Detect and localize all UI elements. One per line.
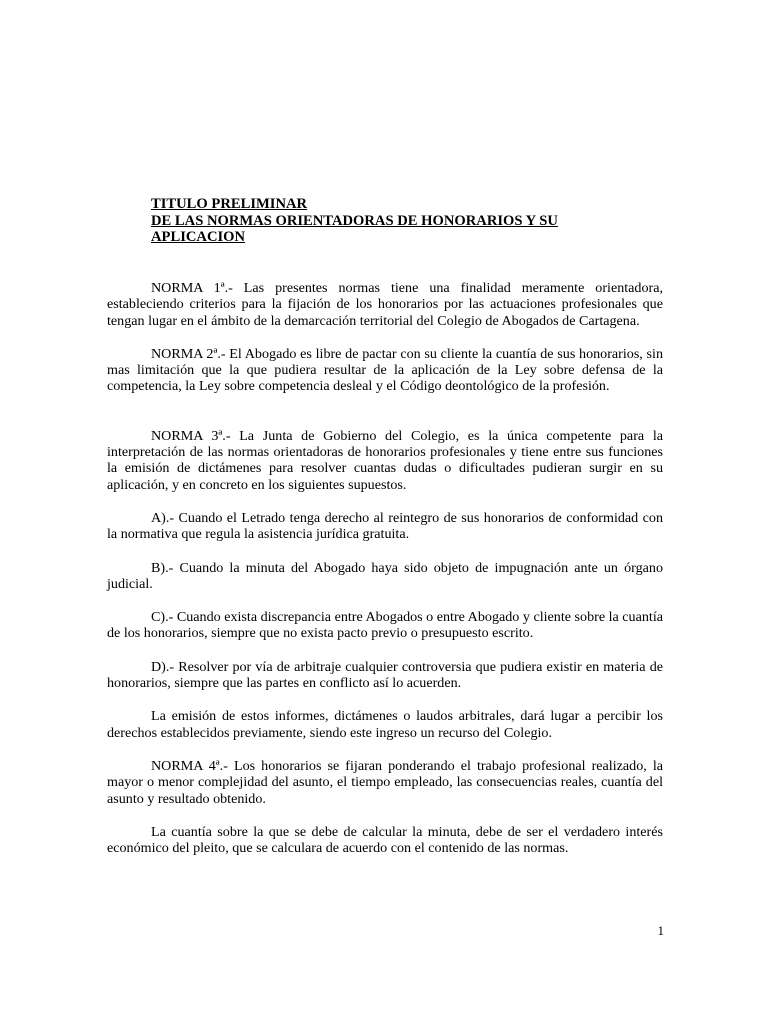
document-body	[107, 280, 663, 856]
document-title	[151, 196, 671, 246]
paragraph-norma-4: NORMA 4ª.- Los honorarios se fijaran ponderando el trabajo profesional realizado, la mayor o menor complejidad del asunto, el tiempo empleado, las consecuencias reales, cuantía del asunto y resultado obtenido.	[107, 757, 663, 807]
paragraph-cuantia: La cuantía sobre la que se debe de calcular la minuta, debe de ser el verdadero interés económico del pleito, que se calculara de acuerdo con el contenido de las normas.	[107, 823, 663, 857]
title-line-2: DE LAS NORMAS ORIENTADORAS DE HONORARIOS Y SU	[151, 212, 558, 229]
paragraph-item-a: A).- Cuando el Letrado tenga derecho al reintegro de sus honorarios de conformidad con la normativa que regula la asistencia jurídica gratuita.	[107, 509, 663, 543]
paragraph-emision: La emisión de estos informes, dictámenes o laudos arbitrales, dará lugar a percibir los derechos establecidos previamente, siendo este ingreso un recurso del Colegio.	[107, 708, 663, 741]
page-number: 1	[657, 923, 664, 938]
title-line-1: TITULO PRELIMINAR	[151, 196, 308, 212]
paragraph-item-b: B).- Cuando la minuta del Abogado haya sido objeto de impugnación ante un órgano judicial.	[107, 559, 663, 592]
paragraph-norma-2: NORMA 2ª.- El Abogado es libre de pactar con su cliente la cuantía de sus honorarios, sin mas limitación que la que pudiera resultar de la aplicación de la Ley sobre defensa de la competencia, la Ley sobre competencia desleal y el Código deontológico de la profesión.	[107, 345, 663, 395]
title-line-3: APLICACION	[151, 229, 246, 245]
paragraph-item-d: D).- Resolver por vía de arbitraje cualquier controversia que pudiera existir en materia de honorarios, siempre que las partes en conflicto así lo acuerden.	[107, 658, 663, 692]
paragraph-item-c: C).- Cuando exista discrepancia entre Abogados o entre Abogado y cliente sobre la cuantía de los honorarios, siempre que no exista pacto previo o presupuesto escrito.	[107, 609, 663, 642]
paragraph-norma-3: NORMA 3ª.- La Junta de Gobierno del Colegio, es la única competente para la interpretación de las normas orientadoras de honorarios profesionales y tiene entre sus funciones la emisión de dictámenes para resolver cuantas dudas o dificultades pudieran surgir en su aplicación, y en concreto en los siguientes supuestos.	[107, 427, 663, 493]
paragraph-norma-1: NORMA 1ª.- Las presentes normas tiene una finalidad meramente orientadora, estableciendo criterios para la fijación de los honorarios por las actuaciones profesionales que tengan lugar en el ámbito de la demarcación territorial del Colegio de Abogados de Cartagena.	[107, 280, 663, 329]
